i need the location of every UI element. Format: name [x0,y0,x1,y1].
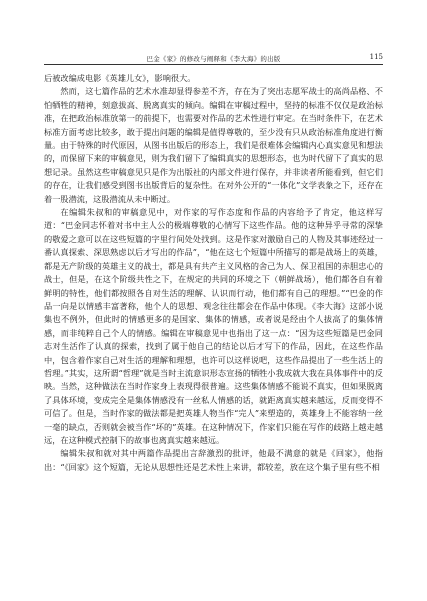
paragraph: 在编辑朱叔和的审稿意见中，对作家的写作态度和作品的内容给予了肯定，他这样写道：“巴金同志怀着对书中主人公的极端尊敬的心情写下这些作品。他的这种异乎寻常的深挚的敬爱之意可以在这些短篇的字里行间处处找到。这是作家对激励自己的人物及其事迹经过一番认真探索、深思熟虑以后才写出的作品”，“他在这七个短篇中所描写的都是战场上的英雄，都是无产阶级的英雄主义的战士，都是具有共产主义风格的舍己为人、保卫祖国的赤胆忠心的战士，但是，在这个阶级共性之下，在规定的共同的环境之下（朝鲜战场），他们都各自有着鲜明的特性，他们都按照各自对生活的理解、认识而行动，他们都有自己的理想。”“巴金的作品一向是以情感丰富著称，他个人的思想、观念往往都会在作品中体现。《李大海》这部小说集也不例外，但此时的情感更多的是国家、集体的情感，或者说是经由个人拔高了的集体情感，而非纯粹自己个人的情感。编辑在审稿意见中也指出了这一点：“因为这些短篇是巴金同志对生活作了认真的探索，找到了属于他自己的结论以后才写下的作品，因此，在这些作品中，包含着作家自己对生活的理解和理想，也许可以这样说吧，这些作品提出了一些生活上的哲理。”其实，这所谓“哲理”就是当时主流意识形态宣扬的牺牲小我成就大我在具体事件中的反映。当然，这种做法在当时作家身上表现得很普遍。这些集体情感不能说不真实，但如果脱离了具体环境，变成完全是集体情感没有一丝私人情感的话，就距离真实越来越远，反而变得不可信了。但是，当时作家的做法都是把英雄人物当作“完人”来塑造的，英雄身上不能容纳一丝一毫的缺点，否则就会被当作“坏的”英雄。在这种情况下，作家们只能在写作的歧路上越走越远，在这种模式控制下的故事也离真实越来越远。 [44,207,383,445]
running-title: 巴金《家》的修改与阐释和《李大海》的出版 [146,54,281,63]
header-rule [44,64,383,65]
page-number: 115 [369,53,383,61]
paragraph: 然而，这七篇作品的艺术水准却显得参差不齐，存在为了突出志愿军战士的高尚品格、不怕牺牲的精神，刻意拔高、脱离真实的倾向。编辑在审稿过程中，坚持的标准不仅仅是政治标准，在把政治标准放第一的前提下，也需要对作品的艺术性进行审定。在当时条件下，在艺术标准方面考虑比较多，敢于提出问题的编辑是值得尊敬的，至少没有只从政治标准角度进行衡量。由于特殊的时代原因，从图书出版后的形态上，我们是很难体会编辑内心真实意见和想法的，而保留下来的审稿意见，则为我们留下了编辑真实的思想形态，也为时代留下了真实的思想记录。虽然这些审稿意见只是作为出版社的内部文件进行保存，并非读者所能看到，但它们的存在，让我们感受到图书出版背后的复杂性。在对外公开的“一体化”文学表象之下，还存在着一股潜流，这股潜流从未中断过。 [44,86,383,204]
running-header [44,48,383,62]
body-text [44,72,383,474]
paragraph-continued: 后被改编成电影《英雄儿女》，影响很大。 [44,73,196,83]
paragraph: 编辑朱叔和就对其中两篇作品提出言辞激烈的批评，他最不满意的就是《回家》，他指出：“《回家》这个短篇，无论从思想性还是艺术性上来讲，都较差，放在这个集子里有些不相 [44,448,383,472]
